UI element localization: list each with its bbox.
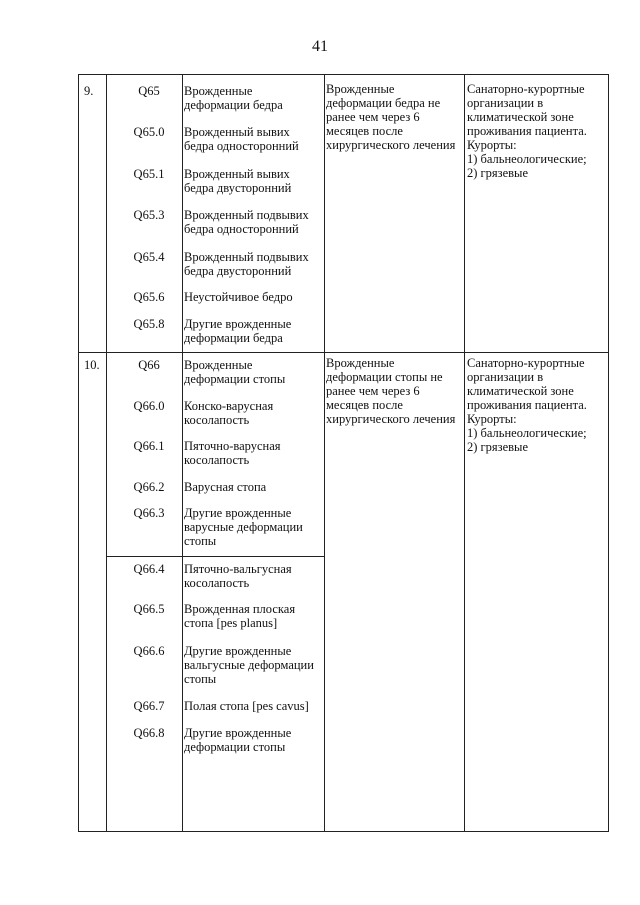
diagnosis-description: Врожденный вывих бедра односторонний [184, 125, 299, 153]
table-border-bottom [78, 831, 609, 832]
page-number: 41 [312, 38, 328, 55]
diagnosis-description: Другие врожденные деформации бедра [184, 317, 292, 345]
icd-code: Q65.6 [133, 290, 165, 304]
diagnosis-description: Другие врожденные варусные деформации стопы [184, 506, 303, 548]
icd-code: Q65 [138, 84, 160, 98]
diagnosis-description: Пяточно-вальгусная косолапость [184, 562, 292, 590]
diagnosis-description: Врожденная плоская стопа [pes planus] [184, 602, 296, 630]
icd-code: Q65.3 [133, 208, 165, 222]
diagnosis-description: Врожденный подвывих бедра двусторонний [184, 250, 309, 278]
icd-code: Q65.0 [133, 125, 165, 139]
icd-code: Q65.4 [133, 250, 165, 264]
icd-code: Q66.3 [133, 506, 165, 520]
icd-code: Q66.7 [133, 699, 165, 713]
diagnosis-description: Варусная стопа [184, 480, 267, 494]
icd-code: Q66.8 [133, 726, 165, 740]
diagnosis-table [78, 74, 609, 832]
icd-code: Q65.1 [133, 167, 165, 181]
column-divider-condition [464, 74, 465, 832]
resort-recommendation: Санаторно-курортные организации в климатической зоне проживания пациента. Курорты: 1) бальнеологические; 2) грязевые [467, 82, 587, 180]
column-divider-number [106, 74, 107, 832]
diagnosis-description: Врожденные деформации стопы [184, 358, 286, 386]
icd-code: Q66 [138, 358, 160, 372]
column-divider-code [182, 74, 183, 832]
row-divider [78, 352, 609, 353]
diagnosis-description: Конско-варусная косолапость [184, 399, 274, 427]
icd-code: Q66.4 [133, 562, 165, 576]
diagnosis-description: Врожденные деформации бедра [184, 84, 283, 112]
row-number: 10. [84, 358, 100, 372]
diagnosis-description: Полая стопа [pes cavus] [184, 699, 309, 713]
icd-code: Q65.8 [133, 317, 165, 331]
diagnosis-description: Другие врожденные вальгусные деформации стопы [184, 644, 314, 686]
resort-recommendation: Санаторно-курортные организации в климатической зоне проживания пациента. Курорты: 1) бальнеологические; 2) грязевые [467, 356, 587, 454]
treatment-condition: Врожденные деформации бедра не ранее чем через 6 месяцев после хирургического лечения [326, 82, 456, 152]
diagnosis-description: Пяточно-варусная косолапость [184, 439, 281, 467]
diagnosis-description: Неустойчивое бедро [184, 290, 293, 304]
table-border-left [78, 74, 79, 832]
column-divider-description [324, 74, 325, 832]
icd-code: Q66.0 [133, 399, 165, 413]
icd-code: Q66.5 [133, 602, 165, 616]
diagnosis-description: Врожденный вывих бедра двусторонний [184, 167, 292, 195]
table-border-top [78, 74, 609, 75]
table-border-right [608, 74, 609, 832]
icd-code: Q66.2 [133, 480, 165, 494]
treatment-condition: Врожденные деформации стопы не ранее чем через 6 месяцев после хирургического лечения [326, 356, 456, 426]
icd-code: Q66.6 [133, 644, 165, 658]
diagnosis-description: Врожденный подвывих бедра односторонний [184, 208, 309, 236]
page-break-divider [106, 556, 324, 557]
diagnosis-description: Другие врожденные деформации стопы [184, 726, 292, 754]
icd-code: Q66.1 [133, 439, 165, 453]
row-number: 9. [84, 84, 94, 98]
